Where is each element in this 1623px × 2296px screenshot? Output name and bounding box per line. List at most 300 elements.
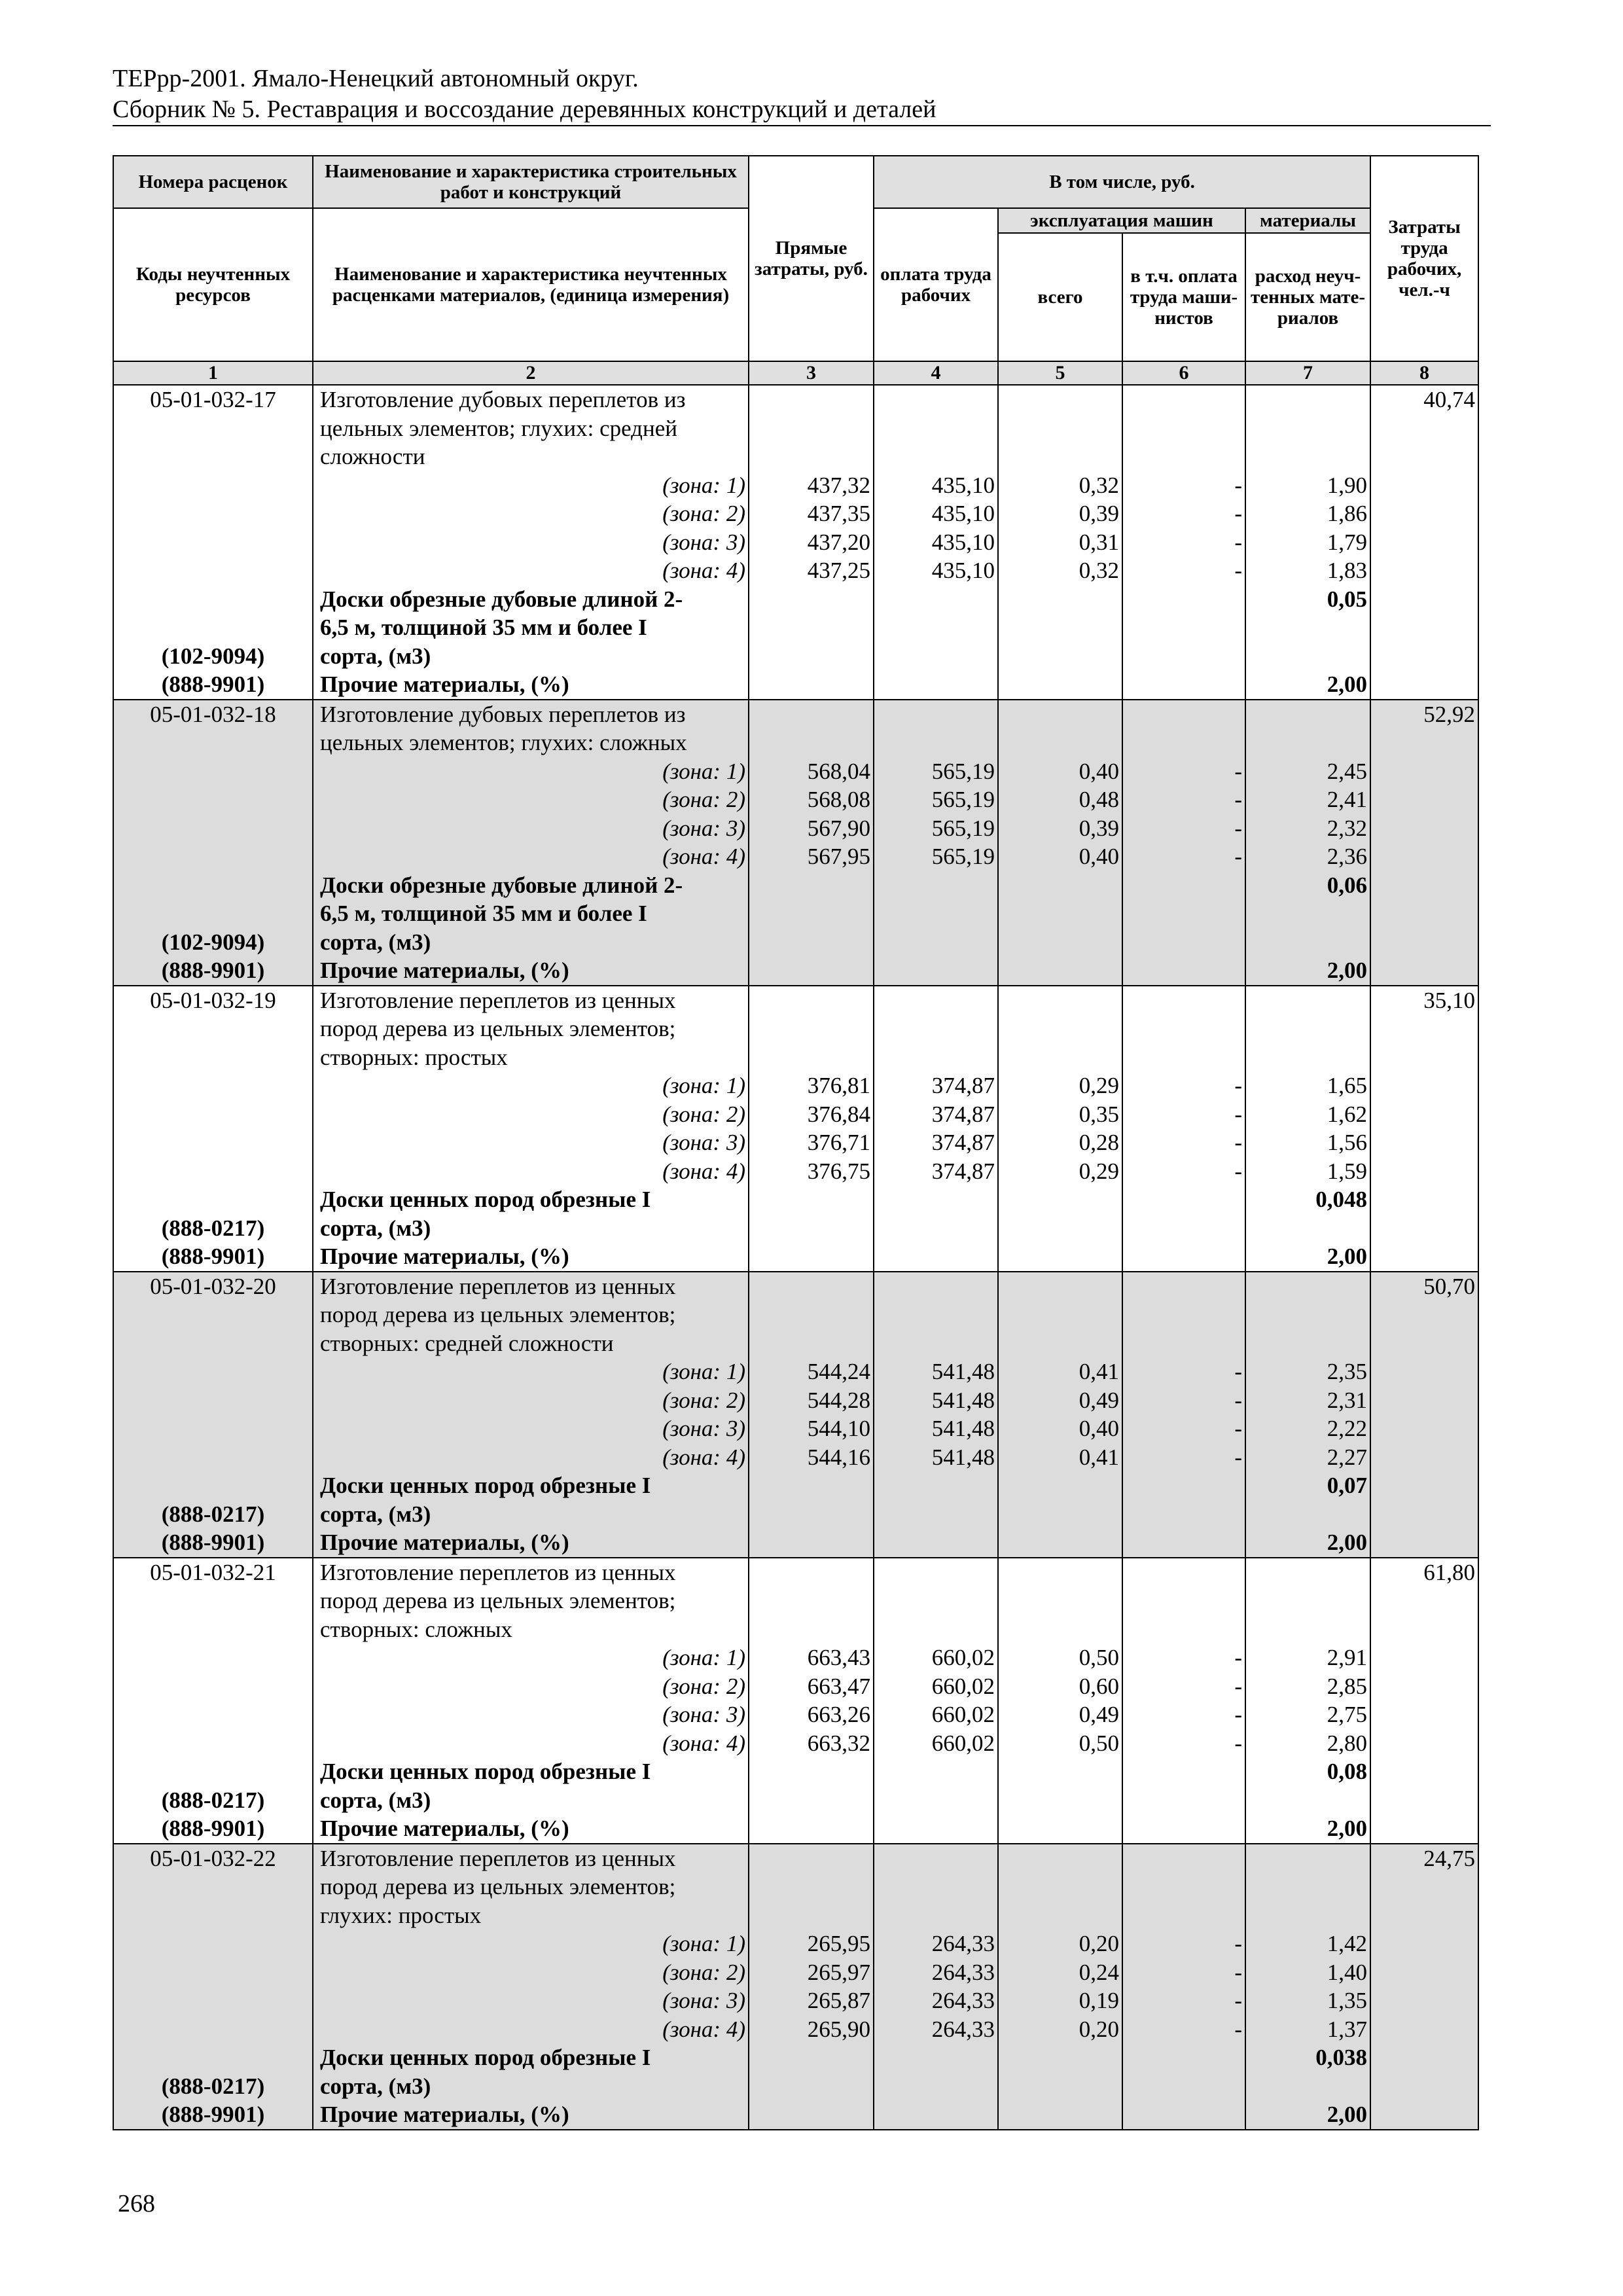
- resource-code: (888-9901): [113, 2100, 313, 2130]
- empty-cell: [998, 2072, 1122, 2101]
- empty-cell: [998, 1558, 1122, 1587]
- empty-cell: [1245, 1043, 1370, 1072]
- material-name-line: Доски обрезные дубовые длиной 2-: [313, 585, 749, 614]
- resource-code: (888-0217): [113, 2072, 313, 2101]
- direct-cost: 437,32: [749, 471, 874, 500]
- column-number: 1: [113, 361, 313, 385]
- empty-cell: [1370, 2100, 1478, 2130]
- zone-row: [113, 1700, 1478, 1729]
- worker-pay: 264,33: [874, 1929, 998, 1958]
- empty-cell: [749, 385, 874, 414]
- material-row: [113, 585, 1478, 614]
- machine-total: 0,49: [998, 1386, 1122, 1415]
- column-number: 4: [874, 361, 998, 385]
- empty-cell: [998, 928, 1122, 957]
- table-row: [113, 1329, 1478, 1358]
- machinist-pay: -: [1122, 1071, 1245, 1100]
- empty-cell: [1370, 2043, 1478, 2072]
- labor-cost: [1370, 1043, 1478, 1072]
- machine-total: 0,41: [998, 1357, 1122, 1386]
- zone-row: [113, 842, 1478, 871]
- worker-pay: 541,48: [874, 1414, 998, 1443]
- header-machine-total: всего: [998, 233, 1122, 361]
- machinist-pay: -: [1122, 1958, 1245, 1987]
- empty-cell: [874, 871, 998, 900]
- resource-code: [113, 2043, 313, 2072]
- direct-cost: 265,95: [749, 1929, 874, 1958]
- empty-cell: [874, 385, 998, 414]
- material-row: [113, 1528, 1478, 1558]
- zone-label: (зона: 2): [313, 785, 749, 814]
- table-row: [113, 728, 1478, 757]
- material-quantity: 2,00: [1245, 1528, 1370, 1558]
- machine-total: 0,40: [998, 1414, 1122, 1443]
- empty-cell: [1122, 414, 1245, 443]
- empty-cell: [749, 1786, 874, 1815]
- empty-cell: [998, 1214, 1122, 1243]
- empty-cell: [874, 1844, 998, 1873]
- material-quantity: 0,06: [1245, 871, 1370, 900]
- header-work-name: Наименование и характеристика строительных работ и конструкций: [313, 156, 749, 208]
- machine-total: 0,28: [998, 1128, 1122, 1157]
- empty-cell: [749, 613, 874, 642]
- material-name-line: Прочие материалы, (%): [313, 2100, 749, 2130]
- rates-table-wrapper: [113, 155, 1478, 2130]
- worker-pay: 660,02: [874, 1700, 998, 1729]
- rate-name-line: Изготовление дубовых переплетов из: [313, 700, 749, 729]
- empty-cell: [874, 2043, 998, 2072]
- empty-cell: [1122, 1185, 1245, 1214]
- empty-cell: [1122, 728, 1245, 757]
- table-row: [113, 700, 1478, 729]
- empty-cell: [998, 613, 1122, 642]
- empty-cell: [998, 1757, 1122, 1786]
- zone-row: [113, 785, 1478, 814]
- rate-code: [113, 414, 313, 443]
- table-row: [113, 1272, 1478, 1301]
- empty-cell: [749, 986, 874, 1015]
- empty-cell: [1370, 1242, 1478, 1272]
- empty-cell: [1370, 1929, 1478, 1958]
- material-name-line: сорта, (м3): [313, 1500, 749, 1529]
- empty-cell: [874, 1272, 998, 1301]
- empty-cell: [874, 956, 998, 986]
- rate-code: 05-01-032-18: [113, 700, 313, 729]
- empty-cell: [1122, 1272, 1245, 1301]
- machine-total: 0,29: [998, 1071, 1122, 1100]
- empty-cell: [113, 1729, 313, 1758]
- machine-total: 0,19: [998, 1986, 1122, 2015]
- direct-cost: 567,90: [749, 814, 874, 843]
- labor-cost: [1370, 1587, 1478, 1615]
- empty-cell: [998, 1014, 1122, 1043]
- resource-code: (102-9094): [113, 642, 313, 671]
- empty-cell: [1122, 1558, 1245, 1587]
- materials-cost: 2,31: [1245, 1386, 1370, 1415]
- zone-label: (зона: 1): [313, 1071, 749, 1100]
- empty-cell: [1245, 1844, 1370, 1873]
- worker-pay: 435,10: [874, 499, 998, 528]
- empty-cell: [874, 1471, 998, 1500]
- empty-cell: [998, 1901, 1122, 1930]
- direct-cost: 437,35: [749, 499, 874, 528]
- empty-cell: [1245, 442, 1370, 471]
- materials-cost: 1,90: [1245, 471, 1370, 500]
- material-name-line: Доски обрезные дубовые длиной 2-: [313, 871, 749, 900]
- zone-label: (зона: 3): [313, 1128, 749, 1157]
- rate-block: [113, 1272, 1478, 1558]
- zone-label: (зона: 2): [313, 1386, 749, 1415]
- empty-cell: [1122, 670, 1245, 700]
- materials-cost: 2,27: [1245, 1443, 1370, 1472]
- empty-cell: [998, 1471, 1122, 1500]
- empty-cell: [874, 642, 998, 671]
- rate-name-line: глухих: простых: [313, 1901, 749, 1930]
- header-material-name: Наименование и характеристика неучтенных расценками материалов, (единица измерения): [313, 208, 749, 361]
- zone-row: [113, 1414, 1478, 1443]
- empty-cell: [1245, 1901, 1370, 1930]
- zone-label: (зона: 3): [313, 1414, 749, 1443]
- material-name-line: сорта, (м3): [313, 642, 749, 671]
- table-row: [113, 1873, 1478, 1901]
- rate-name-line: сложности: [313, 442, 749, 471]
- machine-total: 0,31: [998, 528, 1122, 557]
- table-row: [113, 1558, 1478, 1587]
- machinist-pay: -: [1122, 1929, 1245, 1958]
- empty-cell: [113, 842, 313, 871]
- empty-cell: [1370, 1185, 1478, 1214]
- machine-total: 0,32: [998, 556, 1122, 585]
- machine-total: 0,24: [998, 1958, 1122, 1987]
- empty-cell: [874, 728, 998, 757]
- material-row: [113, 1185, 1478, 1214]
- machine-total: 0,49: [998, 1700, 1122, 1729]
- materials-cost: 2,85: [1245, 1672, 1370, 1701]
- worker-pay: 565,19: [874, 842, 998, 871]
- rate-code: [113, 1043, 313, 1072]
- materials-cost: 1,86: [1245, 499, 1370, 528]
- header-including-group: В том числе, руб.: [874, 156, 1370, 208]
- empty-cell: [998, 956, 1122, 986]
- machinist-pay: -: [1122, 2015, 1245, 2044]
- empty-cell: [998, 1500, 1122, 1529]
- column-number: 3: [749, 361, 874, 385]
- header-labor-costs: Затраты труда рабочих, чел.-ч: [1370, 156, 1478, 361]
- empty-cell: [1370, 1700, 1478, 1729]
- empty-cell: [1245, 1558, 1370, 1587]
- material-quantity: 0,05: [1245, 585, 1370, 614]
- empty-cell: [998, 1329, 1122, 1358]
- machinist-pay: -: [1122, 1357, 1245, 1386]
- resource-code: [113, 613, 313, 642]
- machine-total: 0,40: [998, 757, 1122, 786]
- empty-cell: [1370, 2072, 1478, 2101]
- resource-code: [113, 1185, 313, 1214]
- empty-cell: [874, 1185, 998, 1214]
- direct-cost: 663,43: [749, 1643, 874, 1672]
- worker-pay: 541,48: [874, 1443, 998, 1472]
- zone-row: [113, 1357, 1478, 1386]
- zone-label: (зона: 3): [313, 1986, 749, 2015]
- labor-cost: 35,10: [1370, 986, 1478, 1015]
- material-quantity: [1245, 899, 1370, 928]
- empty-cell: [113, 1128, 313, 1157]
- empty-cell: [998, 2100, 1122, 2130]
- empty-cell: [1370, 1958, 1478, 1987]
- machinist-pay: -: [1122, 1729, 1245, 1758]
- empty-cell: [998, 1300, 1122, 1329]
- empty-cell: [1122, 613, 1245, 642]
- material-quantity: [1245, 1214, 1370, 1243]
- header-worker-pay: оплата труда рабочих: [874, 208, 998, 361]
- rate-name-line: пород дерева из цельных элементов;: [313, 1587, 749, 1615]
- materials-cost: 2,32: [1245, 814, 1370, 843]
- machine-total: 0,29: [998, 1157, 1122, 1186]
- rate-block: [113, 1558, 1478, 1844]
- empty-cell: [1370, 1157, 1478, 1186]
- zone-row: [113, 1672, 1478, 1701]
- material-name-line: Прочие материалы, (%): [313, 670, 749, 700]
- empty-cell: [113, 556, 313, 585]
- empty-cell: [1370, 1214, 1478, 1243]
- empty-cell: [998, 1786, 1122, 1815]
- empty-cell: [874, 1757, 998, 1786]
- empty-cell: [1370, 471, 1478, 500]
- rate-name-line: створных: сложных: [313, 1615, 749, 1644]
- materials-cost: 1,37: [1245, 2015, 1370, 2044]
- empty-cell: [749, 1873, 874, 1901]
- machinist-pay: -: [1122, 471, 1245, 500]
- material-row: [113, 2072, 1478, 2101]
- worker-pay: 660,02: [874, 1643, 998, 1672]
- materials-cost: 2,36: [1245, 842, 1370, 871]
- empty-cell: [1370, 2015, 1478, 2044]
- collection-title: ТЕРрр-2001. Ямало-Ненецкий автономный округ.: [113, 65, 639, 92]
- material-name-line: сорта, (м3): [313, 928, 749, 957]
- labor-cost: [1370, 414, 1478, 443]
- empty-cell: [1122, 986, 1245, 1015]
- rate-code: 05-01-032-19: [113, 986, 313, 1015]
- empty-cell: [998, 1043, 1122, 1072]
- zone-row: [113, 499, 1478, 528]
- material-row: [113, 1814, 1478, 1844]
- material-row: [113, 613, 1478, 642]
- zone-label: (зона: 1): [313, 471, 749, 500]
- materials-cost: 2,45: [1245, 757, 1370, 786]
- empty-cell: [1370, 928, 1478, 957]
- empty-cell: [1370, 871, 1478, 900]
- empty-cell: [1370, 1672, 1478, 1701]
- material-row: [113, 642, 1478, 671]
- empty-cell: [749, 1844, 874, 1873]
- direct-cost: 265,97: [749, 1958, 874, 1987]
- empty-cell: [874, 986, 998, 1015]
- machinist-pay: -: [1122, 1128, 1245, 1157]
- zone-row: [113, 1071, 1478, 1100]
- machinist-pay: -: [1122, 1700, 1245, 1729]
- empty-cell: [1122, 1814, 1245, 1844]
- machine-total: 0,60: [998, 1672, 1122, 1701]
- empty-cell: [1370, 1729, 1478, 1758]
- material-quantity: [1245, 613, 1370, 642]
- rate-name-line: цельных элементов; глухих: средней: [313, 414, 749, 443]
- empty-cell: [749, 1471, 874, 1500]
- material-name-line: сорта, (м3): [313, 1786, 749, 1815]
- empty-cell: [1370, 785, 1478, 814]
- materials-cost: 1,40: [1245, 1958, 1370, 1987]
- direct-cost: 376,84: [749, 1100, 874, 1129]
- empty-cell: [1370, 1786, 1478, 1815]
- machine-total: 0,41: [998, 1443, 1122, 1472]
- empty-cell: [998, 1844, 1122, 1873]
- labor-cost: [1370, 1901, 1478, 1930]
- empty-cell: [874, 1329, 998, 1358]
- empty-cell: [874, 1214, 998, 1243]
- empty-cell: [998, 1587, 1122, 1615]
- header-machinist-pay: в т.ч. оплата труда маши-нистов: [1122, 233, 1245, 361]
- empty-cell: [749, 1558, 874, 1587]
- labor-cost: 61,80: [1370, 1558, 1478, 1587]
- zone-row: [113, 757, 1478, 786]
- empty-cell: [874, 585, 998, 614]
- machinist-pay: -: [1122, 814, 1245, 843]
- rate-code: [113, 728, 313, 757]
- resource-code: (888-0217): [113, 1214, 313, 1243]
- empty-cell: [1370, 1500, 1478, 1529]
- material-quantity: 2,00: [1245, 956, 1370, 986]
- rate-name-line: створных: средней сложности: [313, 1329, 749, 1358]
- column-number: 7: [1245, 361, 1370, 385]
- rate-name-line: Изготовление дубовых переплетов из: [313, 385, 749, 414]
- machinist-pay: -: [1122, 1414, 1245, 1443]
- empty-cell: [1122, 1873, 1245, 1901]
- worker-pay: 660,02: [874, 1672, 998, 1701]
- empty-cell: [1122, 1844, 1245, 1873]
- empty-cell: [113, 1386, 313, 1415]
- worker-pay: 565,19: [874, 757, 998, 786]
- empty-cell: [874, 1615, 998, 1644]
- empty-cell: [1370, 585, 1478, 614]
- direct-cost: 663,26: [749, 1700, 874, 1729]
- machinist-pay: -: [1122, 1386, 1245, 1415]
- machinist-pay: -: [1122, 499, 1245, 528]
- zone-row: [113, 1157, 1478, 1186]
- empty-cell: [749, 1242, 874, 1272]
- empty-cell: [874, 928, 998, 957]
- empty-cell: [874, 1300, 998, 1329]
- resource-code: (888-0217): [113, 1786, 313, 1815]
- empty-cell: [1122, 1014, 1245, 1043]
- header-resource-codes: Коды неучтенных ресурсов: [113, 208, 313, 361]
- worker-pay: 565,19: [874, 814, 998, 843]
- empty-cell: [749, 1528, 874, 1558]
- materials-cost: 2,75: [1245, 1700, 1370, 1729]
- column-number: 5: [998, 361, 1122, 385]
- empty-cell: [998, 2043, 1122, 2072]
- empty-cell: [113, 1643, 313, 1672]
- direct-cost: 265,87: [749, 1986, 874, 2015]
- resource-code: [113, 1757, 313, 1786]
- rate-code: [113, 1873, 313, 1901]
- table-row: [113, 1901, 1478, 1930]
- rate-block: [113, 385, 1478, 700]
- labor-cost: [1370, 1615, 1478, 1644]
- direct-cost: 544,16: [749, 1443, 874, 1472]
- material-row: [113, 899, 1478, 928]
- zone-row: [113, 1128, 1478, 1157]
- material-name-line: сорта, (м3): [313, 1214, 749, 1243]
- material-row: [113, 1786, 1478, 1815]
- empty-cell: [1122, 1043, 1245, 1072]
- direct-cost: 567,95: [749, 842, 874, 871]
- material-quantity: 2,00: [1245, 2100, 1370, 2130]
- material-quantity: 0,038: [1245, 2043, 1370, 2072]
- rate-code: [113, 1615, 313, 1644]
- empty-cell: [1122, 1329, 1245, 1358]
- empty-cell: [1122, 700, 1245, 729]
- empty-cell: [749, 1757, 874, 1786]
- empty-cell: [1122, 1500, 1245, 1529]
- empty-cell: [1122, 585, 1245, 614]
- empty-cell: [1245, 1272, 1370, 1301]
- labor-cost: [1370, 1014, 1478, 1043]
- material-quantity: [1245, 928, 1370, 957]
- material-name-line: 6,5 м, толщиной 35 мм и более I: [313, 613, 749, 642]
- empty-cell: [1122, 1528, 1245, 1558]
- empty-cell: [1122, 385, 1245, 414]
- direct-cost: 376,71: [749, 1128, 874, 1157]
- empty-cell: [1122, 2100, 1245, 2130]
- rate-name-line: пород дерева из цельных элементов;: [313, 1300, 749, 1329]
- empty-cell: [1122, 1471, 1245, 1500]
- direct-cost: 265,90: [749, 2015, 874, 2044]
- empty-cell: [749, 585, 874, 614]
- zone-label: (зона: 3): [313, 1700, 749, 1729]
- empty-cell: [1370, 1471, 1478, 1500]
- material-name-line: Прочие материалы, (%): [313, 1242, 749, 1272]
- empty-cell: [749, 414, 874, 443]
- rate-name-line: Изготовление переплетов из ценных: [313, 986, 749, 1015]
- resource-code: (102-9094): [113, 928, 313, 957]
- empty-cell: [1370, 814, 1478, 843]
- zone-row: [113, 528, 1478, 557]
- material-name-line: Доски ценных пород обрезные I: [313, 1757, 749, 1786]
- header-direct-costs: Прямые затраты, руб.: [749, 156, 874, 361]
- direct-cost: 544,10: [749, 1414, 874, 1443]
- empty-cell: [1245, 1615, 1370, 1644]
- header-machine-operation: эксплуатация машин: [998, 208, 1245, 233]
- empty-cell: [998, 642, 1122, 671]
- machine-total: 0,50: [998, 1643, 1122, 1672]
- empty-cell: [1122, 2072, 1245, 2101]
- labor-cost: 52,92: [1370, 700, 1478, 729]
- empty-cell: [113, 1443, 313, 1472]
- material-name-line: Доски ценных пород обрезные I: [313, 1185, 749, 1214]
- zone-label: (зона: 3): [313, 528, 749, 557]
- machine-total: 0,48: [998, 785, 1122, 814]
- zone-row: [113, 2015, 1478, 2044]
- empty-cell: [1370, 1357, 1478, 1386]
- empty-cell: [998, 1615, 1122, 1644]
- materials-cost: 2,80: [1245, 1729, 1370, 1758]
- labor-cost: 50,70: [1370, 1272, 1478, 1301]
- rate-name-line: Изготовление переплетов из ценных: [313, 1272, 749, 1301]
- empty-cell: [998, 1185, 1122, 1214]
- empty-cell: [1370, 528, 1478, 557]
- empty-cell: [874, 1786, 998, 1815]
- direct-cost: 376,81: [749, 1071, 874, 1100]
- table-row: [113, 414, 1478, 443]
